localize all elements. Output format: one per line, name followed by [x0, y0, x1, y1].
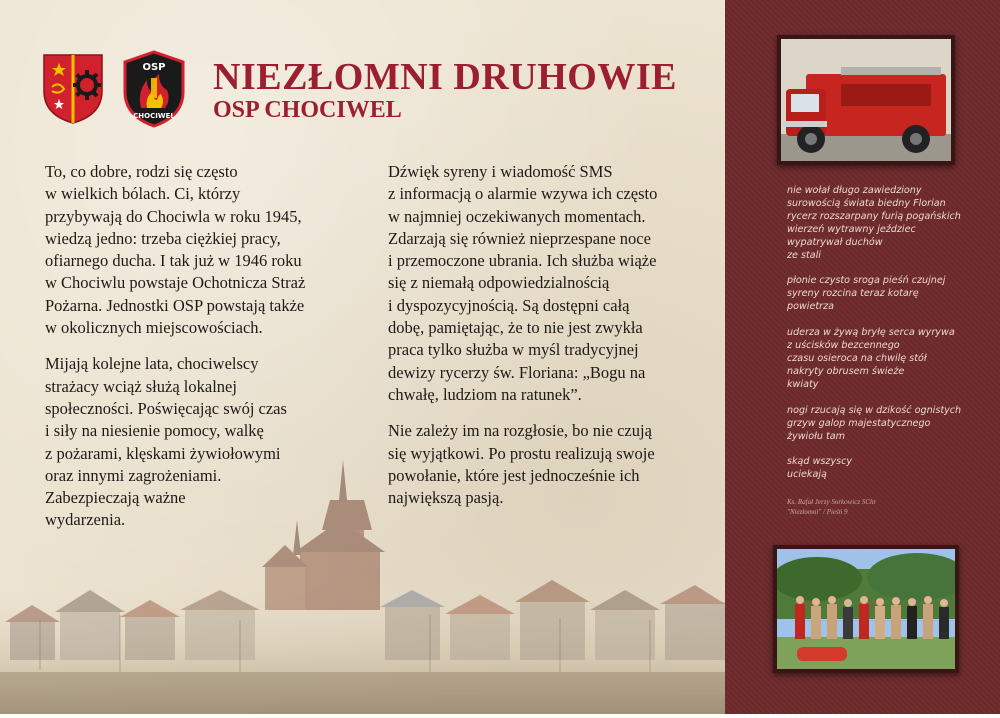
poem-stanza: nie wołał długo zawiedziony surowością świata biedny Florian rycerz rozszarpany furią pogańskich wierzeń wytrawny jeździec wypatrywał duchów ze stali — [787, 185, 961, 261]
poem-stanza: nogi rzucają się w dzikość ognistych grzyw galop majestatycznego żywiołu tam — [787, 404, 962, 442]
badge-top-text: OSP — [142, 62, 166, 73]
paragraph: To, co dobre, rodzi się często w wielkich bólach. Ci, którzy przybywają do Chociwla w roku 1945, wiedzą jedno: trzeba ciężkiej pracy, ofiarnego ducha. I tak już w 1946 roku w Chociwlu powstaje Ochotnicza Straż Pożarna. Jednostki OSP powstają także w okolicznych miejscowościach. — [45, 162, 306, 338]
firefighters-group-photo — [773, 545, 959, 673]
poem — [787, 185, 977, 495]
page-title: NIEZŁOMNI DRUHOWIE — [213, 56, 677, 98]
badge-bottom-text: CHOCIWEL — [133, 112, 175, 120]
paragraph: Mijają kolejne lata, chociwelscy strażacy wciąż służą lokalnej społeczności. Poświęcając swój czas i siły na niesienie pomocy, walkę z pożarami, klęskami żywiołowymi oraz innymi zagrożeniami. Zabezpieczają ważne wydarzenia. — [45, 354, 287, 530]
poem-stanza: uderza w żywą bryłę serca wyrywa z uścisków bezcennego czasu osieroca na chwilę stół nakryty obrusem świeże kwiaty — [787, 327, 955, 390]
poem-credit: Ks. Rafał Jerzy Sorkowicz SChr "Niezłomni" / Pieśń 9 — [787, 498, 877, 516]
vintage-fire-truck-photo — [777, 35, 955, 165]
osp-fire-brigade-badge-icon — [121, 50, 187, 128]
town-coat-of-arms-icon — [42, 53, 104, 125]
paragraph: Dźwięk syreny i wiadomość SMS z informacją o alarmie wzywa ich często w najmniej oczekiwanych momentach. Zdarzają się również nieprzespane noce i przemoczone ubrania. Ich służba wiąże się z niemałą odpowiedzialnością i dyspozycyjnością. Są dostępni całą dobę, pamiętając, że to nie jest zwykła praca tylko służba w myśl tradycyjnej dewizy rycerzy św. Floriana: „Bogu na chwałę, ludziom na ratunek”. — [388, 162, 658, 404]
town-panorama-illustration — [0, 440, 725, 714]
page-subtitle: OSP CHOCIWEL — [213, 97, 402, 123]
poem-stanza: skąd wszyscy uciekają — [787, 456, 853, 481]
paragraph: Nie zależy im na rozgłosie, bo nie czują się wyjątkowi. Po prostu realizują swoje powołanie, które jest jednocześnie ich największą pasją. — [388, 421, 655, 508]
poem-stanza: płonie czysto sroga pieśń czujnej syreny rozcina teraz kotarę powietrza — [787, 275, 946, 313]
